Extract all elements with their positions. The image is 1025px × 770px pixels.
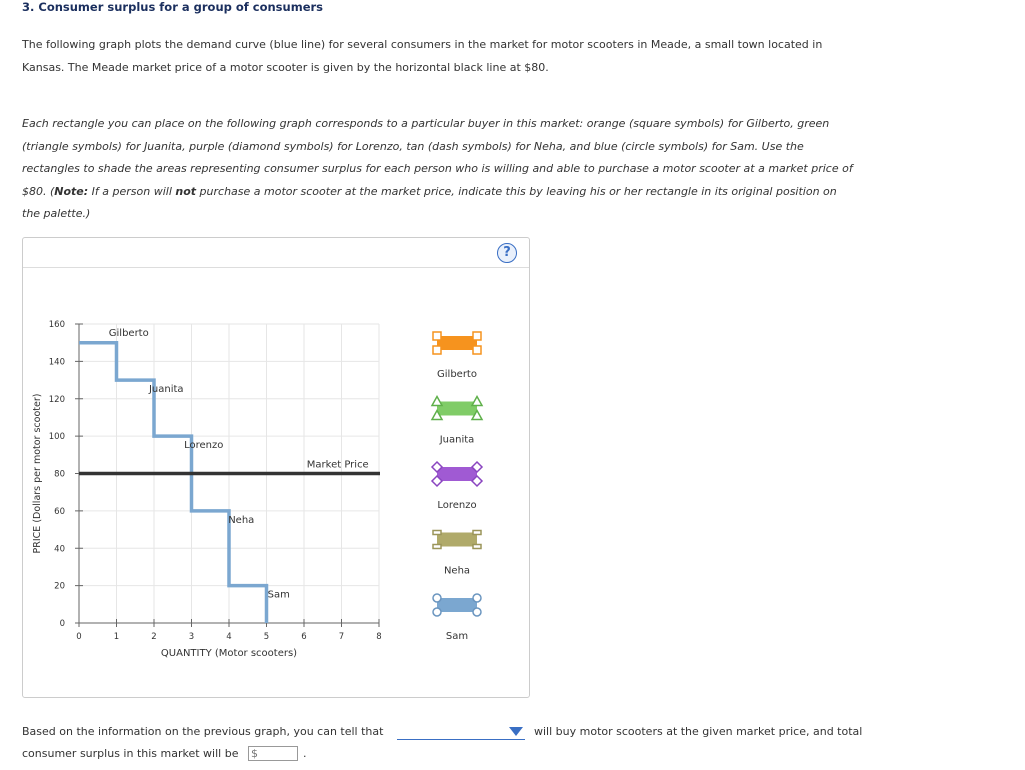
curve-label-sam: Sam: [267, 589, 290, 601]
curve-label-lorenzo: Lorenzo: [184, 440, 224, 452]
y-tick-label: 140: [48, 357, 65, 368]
y-tick-label: 120: [48, 394, 65, 405]
y-tick-label: 160: [48, 320, 65, 330]
y-tick-label: 40: [54, 544, 65, 555]
palette-sam-rectangle[interactable]: [433, 594, 481, 616]
circle-symbol-icon[interactable]: [473, 594, 481, 602]
buyers-dropdown[interactable]: [397, 727, 525, 740]
square-symbol-icon[interactable]: [433, 332, 441, 340]
instr-line-5: the palette.): [22, 207, 91, 220]
y-axis-title: PRICE (Dollars per motor scooter): [32, 393, 43, 554]
dash-symbol-icon[interactable]: [473, 545, 481, 549]
intro-paragraph: [22, 34, 882, 79]
help-button[interactable]: ?: [497, 243, 517, 263]
intro-line-2: Kansas. The Meade market price of a motor scooter is given by the horizontal black line at $80.: [22, 60, 549, 74]
square-symbol-icon[interactable]: [433, 346, 441, 354]
instr-line-3: rectangles to shade the areas representing consumer surplus for each person who is willing and able to purchase a motor scooter at a market price of: [22, 162, 853, 175]
answer-period: .: [303, 747, 307, 760]
x-axis-title: QUANTITY (Motor scooters): [160, 648, 298, 659]
circle-symbol-icon[interactable]: [433, 608, 441, 616]
palette-rect-fill[interactable]: [437, 598, 477, 612]
answer-line-1-text: Based on the information on the previous graph, you can tell that: [22, 725, 384, 738]
palette-label-gilberto: Gilberto: [437, 369, 477, 380]
circle-symbol-icon[interactable]: [473, 608, 481, 616]
x-tick-label: 5: [263, 632, 270, 642]
x-tick-label: 2: [151, 632, 157, 642]
square-symbol-icon[interactable]: [473, 332, 481, 340]
intro-line-1: The following graph plots the demand curve (blue line) for several consumers in the market for motor scooters in Meade, a small town located in: [22, 38, 823, 51]
palette-gilberto-rectangle[interactable]: [433, 332, 481, 354]
dash-symbol-icon[interactable]: [433, 545, 441, 549]
palette-lorenzo-rectangle[interactable]: [432, 462, 482, 486]
x-tick-label: 1: [113, 632, 120, 642]
x-tick-label: 3: [188, 632, 195, 642]
instr-line-2: (triangle symbols) for Juanita, purple (diamond symbols) for Lorenzo, tan (dash symbols) for Neha, and blue (circle symbols) for Sam. Use the: [22, 139, 804, 153]
palette-neha-rectangle[interactable]: [433, 531, 481, 549]
palette-label-neha: Neha: [443, 565, 471, 577]
dash-symbol-icon[interactable]: [473, 531, 481, 535]
graph-area: [23, 267, 529, 697]
palette-rect-fill[interactable]: [437, 533, 477, 547]
chevron-down-icon[interactable]: [509, 727, 523, 736]
x-tick-label: 0: [76, 632, 82, 642]
triangle-symbol-icon[interactable]: [472, 397, 482, 406]
palette-rect-fill[interactable]: [437, 402, 477, 416]
x-tick-label: 7: [338, 632, 345, 642]
palette-juanita-rectangle[interactable]: [432, 397, 482, 420]
note-label: Note:: [54, 184, 89, 198]
palette-label-sam: Sam: [445, 631, 469, 642]
palette-rect-fill[interactable]: [437, 336, 477, 350]
question-title: 3. Consumer surplus for a group of consumers: [22, 0, 324, 14]
y-tick-label: 100: [48, 432, 65, 443]
y-tick-label: 20: [54, 581, 65, 592]
palette-rect-fill[interactable]: [437, 467, 477, 481]
not-emphasis: not: [175, 184, 197, 198]
palette-label-juanita: Juanita: [439, 434, 475, 446]
instructions-paragraph: [22, 113, 882, 226]
y-tick-label: 60: [54, 506, 65, 517]
x-tick-label: 4: [226, 632, 232, 642]
instr-line-4-post: purchase a motor scooter at the market price, indicate this by leaving his or her rectangle in its original position on: [196, 184, 837, 198]
consumer-surplus-input[interactable]: [248, 746, 298, 761]
circle-symbol-icon[interactable]: [433, 594, 441, 602]
instr-line-4-mid: If a person will: [88, 184, 176, 198]
y-tick-label: 0: [59, 619, 65, 629]
curve-label-gilberto: Gilberto: [108, 328, 149, 339]
dash-symbol-icon[interactable]: [433, 531, 441, 535]
instr-line-1: Each rectangle you can place on the following graph corresponds to a particular buyer in this market: orange (square symbols) for Gilberto, green: [22, 117, 830, 130]
x-tick-label: 6: [301, 632, 307, 642]
palette-label-lorenzo: Lorenzo: [437, 500, 477, 511]
instr-line-4: [22, 181, 882, 204]
answer-line-2-text: consumer surplus in this market will be: [22, 747, 239, 760]
square-symbol-icon[interactable]: [473, 346, 481, 354]
x-tick-label: 8: [376, 632, 382, 642]
triangle-symbol-icon[interactable]: [432, 397, 442, 406]
graph-panel: [22, 237, 530, 698]
market-price-label: Market Price: [306, 459, 369, 471]
curve-label-juanita: Juanita: [148, 384, 184, 396]
instr-line-4-pre: $80. (: [22, 184, 55, 198]
curve-label-neha: Neha: [228, 514, 255, 526]
panel-header: [23, 238, 529, 268]
y-tick-label: 80: [54, 469, 65, 480]
answer-line-1-after: will buy motor scooters at the given market price, and total: [534, 725, 863, 738]
